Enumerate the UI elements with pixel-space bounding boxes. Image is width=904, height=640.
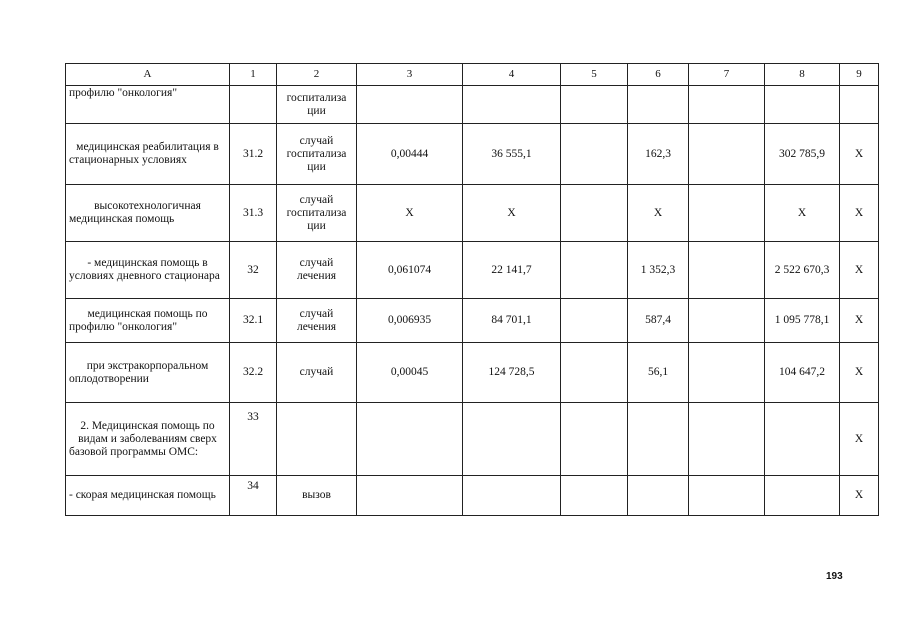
table-cell	[689, 476, 765, 516]
table-cell: 302 785,9	[765, 124, 840, 185]
table-cell	[561, 185, 628, 242]
table-row	[66, 185, 879, 242]
table-cell: медицинская реабилитация в стационарных условиях	[66, 124, 230, 185]
table-cell: Х	[840, 343, 879, 403]
header-row	[66, 64, 879, 86]
table-cell: 0,061074	[357, 242, 463, 299]
table-cell	[561, 242, 628, 299]
table-cell: вызов	[277, 476, 357, 516]
table-cell	[463, 403, 561, 476]
table-cell: Х	[463, 185, 561, 242]
table-cell: Х	[840, 242, 879, 299]
table-row	[66, 242, 879, 299]
table-cell: 31.2	[230, 124, 277, 185]
header-cell: 6	[628, 64, 689, 86]
header-cell: 9	[840, 64, 879, 86]
table-cell	[689, 86, 765, 124]
page-number: 193	[826, 571, 843, 582]
table-cell: случай лечения	[277, 299, 357, 343]
header-cell: 8	[765, 64, 840, 86]
table-cell	[765, 476, 840, 516]
table-cell	[463, 86, 561, 124]
header-cell: 5	[561, 64, 628, 86]
table-cell: 36 555,1	[463, 124, 561, 185]
table-cell	[689, 242, 765, 299]
table-cell: 0,006935	[357, 299, 463, 343]
header-cell: 3	[357, 64, 463, 86]
table-cell	[689, 185, 765, 242]
table-cell	[628, 403, 689, 476]
table-cell: 124 728,5	[463, 343, 561, 403]
table-cell	[561, 299, 628, 343]
table-cell: Х	[840, 476, 879, 516]
table-cell: госпитализа ции	[277, 86, 357, 124]
table-cell	[689, 343, 765, 403]
table-cell: профилю "онкология"	[66, 86, 230, 124]
header-cell: 1	[230, 64, 277, 86]
table-cell: Х	[628, 185, 689, 242]
header-cell: 2	[277, 64, 357, 86]
table-cell: 0,00444	[357, 124, 463, 185]
table-cell: 104 647,2	[765, 343, 840, 403]
table-cell	[561, 124, 628, 185]
table-cell: 34	[230, 476, 277, 516]
table-cell: 162,3	[628, 124, 689, 185]
table-cell: случай лечения	[277, 242, 357, 299]
table-cell	[561, 86, 628, 124]
header-cell: А	[66, 64, 230, 86]
table-cell: случай	[277, 343, 357, 403]
header-cell: 7	[689, 64, 765, 86]
table-cell	[357, 403, 463, 476]
table-cell: случай госпитализа ции	[277, 185, 357, 242]
table-cell	[765, 403, 840, 476]
table-cell	[628, 476, 689, 516]
table-row	[66, 86, 879, 124]
table-cell: 32.2	[230, 343, 277, 403]
table-cell	[765, 86, 840, 124]
table-cell: Х	[840, 185, 879, 242]
table-cell: Х	[357, 185, 463, 242]
table-cell	[277, 403, 357, 476]
table-cell: 32	[230, 242, 277, 299]
table-cell: 84 701,1	[463, 299, 561, 343]
table-cell: высокотехнологичная медицинская помощь	[66, 185, 230, 242]
table-cell: медицинская помощь по профилю "онкология"	[66, 299, 230, 343]
table-cell: Х	[840, 403, 879, 476]
table-cell	[230, 86, 277, 124]
table-cell: - скорая медицинская помощь	[66, 476, 230, 516]
table-cell	[463, 476, 561, 516]
table-cell: случай госпитализа ции	[277, 124, 357, 185]
table-cell: 587,4	[628, 299, 689, 343]
table-cell: Х	[765, 185, 840, 242]
table-cell	[357, 476, 463, 516]
table-cell: Х	[840, 124, 879, 185]
table-row	[66, 343, 879, 403]
table-cell: 31.3	[230, 185, 277, 242]
table-cell	[561, 476, 628, 516]
table-cell: Х	[840, 299, 879, 343]
table-cell: 32.1	[230, 299, 277, 343]
table-cell: 2 522 670,3	[765, 242, 840, 299]
table-cell	[561, 403, 628, 476]
table-row	[66, 299, 879, 343]
table-cell	[840, 86, 879, 124]
table-cell: 1 352,3	[628, 242, 689, 299]
table-cell	[561, 343, 628, 403]
table-cell: 2. Медицинская помощь по видам и заболеваниям сверх базовой программы ОМС:	[66, 403, 230, 476]
table-cell: - медицинская помощь в условиях дневного стационара	[66, 242, 230, 299]
table-row	[66, 476, 879, 516]
table-cell: 1 095 778,1	[765, 299, 840, 343]
table-cell	[689, 403, 765, 476]
table-row	[66, 403, 879, 476]
header-cell: 4	[463, 64, 561, 86]
table-cell: 0,00045	[357, 343, 463, 403]
table-cell	[689, 299, 765, 343]
table-row	[66, 124, 879, 185]
table-cell: при экстракорпоральном оплодотворении	[66, 343, 230, 403]
table-cell	[628, 86, 689, 124]
table-cell	[689, 124, 765, 185]
table-cell: 33	[230, 403, 277, 476]
table-cell	[357, 86, 463, 124]
data-table	[65, 63, 879, 516]
table-cell: 22 141,7	[463, 242, 561, 299]
table-cell: 56,1	[628, 343, 689, 403]
